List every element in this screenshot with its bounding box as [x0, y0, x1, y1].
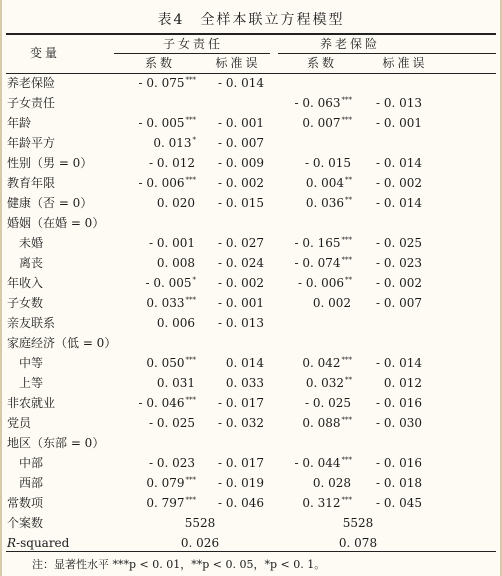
row-label: 子女数 [7, 296, 44, 310]
se-children [208, 316, 264, 330]
coef-pension [276, 376, 352, 390]
coef-pension [276, 396, 352, 410]
coef-children-stars: * [192, 136, 196, 144]
coef-children-value: 0. 031 [156, 376, 195, 390]
row-label: 年龄 [7, 116, 32, 130]
coef-pension-stars: ** [345, 176, 352, 184]
coef-children [116, 236, 196, 250]
se-children-value: 0. 014 [225, 356, 264, 370]
coef-children-stars: *** [185, 296, 196, 304]
coef-pension [276, 196, 352, 210]
coef-children-value: 0. 006 [156, 316, 195, 330]
header-variable: 变量 [30, 46, 61, 60]
coef-pension [276, 476, 352, 490]
summary-value-children: 5528 [184, 516, 216, 530]
coef-children-value: 0. 050 [146, 356, 185, 370]
header-se-2: 标准误 [382, 56, 428, 70]
se-pension [366, 416, 422, 430]
coef-children-value: 0. 008 [156, 256, 195, 270]
coef-pension [276, 296, 352, 310]
se-pension [366, 396, 422, 410]
se-pension [366, 256, 422, 270]
coef-pension-stars: *** [341, 416, 352, 424]
coef-children [116, 296, 196, 310]
se-pension-value: - 0. 045 [375, 496, 422, 510]
se-children [208, 376, 264, 390]
se-children-value: - 0. 017 [217, 456, 264, 470]
se-pension [366, 476, 422, 490]
se-pension [366, 116, 422, 130]
coef-children [116, 176, 196, 190]
se-children-value: - 0. 002 [217, 176, 264, 190]
coef-pension-value: - 0. 165 [294, 236, 341, 250]
coef-children [116, 276, 196, 290]
coef-children-value: - 0. 025 [148, 416, 195, 430]
se-children-value: - 0. 014 [217, 76, 264, 90]
coef-pension-stars: ** [345, 196, 352, 204]
se-pension [366, 496, 422, 510]
coef-pension [276, 416, 352, 430]
row-label: 年收入 [7, 276, 44, 290]
se-pension [366, 276, 422, 290]
coef-pension [276, 316, 352, 330]
se-children-value: 0. 033 [225, 376, 264, 390]
se-pension [366, 296, 422, 310]
coef-children [116, 336, 196, 350]
coef-pension-value: 0. 028 [312, 476, 351, 490]
se-pension [366, 376, 422, 390]
se-children [208, 156, 264, 170]
se-children-value: - 0. 015 [217, 196, 264, 210]
coef-children-value: - 0. 006 [138, 176, 185, 190]
summary-label-text: 个案数 [7, 516, 44, 530]
header-se-1: 标准误 [215, 56, 261, 70]
summary-label-italic: R [7, 536, 17, 550]
se-pension-value: - 0. 016 [375, 456, 422, 470]
coef-children [116, 476, 196, 490]
summary-value-children: 0. 026 [180, 536, 220, 550]
coef-children-value: - 0. 001 [148, 236, 195, 250]
coef-pension-value: 0. 088 [302, 416, 341, 430]
coef-pension [276, 156, 352, 170]
coef-pension-value: - 0. 044 [294, 456, 341, 470]
table-top-rule [6, 33, 496, 35]
coef-children-value: - 0. 046 [138, 396, 185, 410]
se-pension-value: - 0. 007 [375, 296, 422, 310]
coef-pension [276, 176, 352, 190]
coef-pension-stars: *** [341, 356, 352, 364]
coef-pension [276, 76, 352, 90]
coef-pension [276, 336, 352, 350]
se-pension [366, 236, 422, 250]
se-children-value: - 0. 001 [217, 116, 264, 130]
coef-pension-value: - 0. 074 [294, 256, 341, 270]
coef-pension [276, 436, 352, 450]
row-label: 中部 [19, 456, 44, 470]
coef-children-stars: *** [185, 476, 196, 484]
row-label: 亲友联系 [7, 316, 56, 330]
summary-label [7, 536, 69, 550]
row-label: 养老保险 [7, 76, 56, 90]
coef-pension-stars: *** [341, 96, 352, 104]
coef-children [116, 416, 196, 430]
se-children [208, 296, 264, 310]
coef-children [116, 116, 196, 130]
se-children [208, 276, 264, 290]
coef-children [116, 376, 196, 390]
coef-pension-value: - 0. 006 [297, 276, 344, 290]
coef-children-value: 0. 013 [153, 136, 192, 150]
se-pension [366, 356, 422, 370]
row-label: 教育年限 [7, 176, 56, 190]
coef-children [116, 196, 196, 210]
row-label: 年龄平方 [7, 136, 56, 150]
se-pension-value: - 0. 016 [375, 396, 422, 410]
se-children [208, 176, 264, 190]
se-children-value: - 0. 046 [217, 496, 264, 510]
se-children [208, 456, 264, 470]
coef-pension [276, 496, 352, 510]
row-label: 性别（男 = 0） [7, 156, 93, 170]
coef-pension [276, 256, 352, 270]
row-label: 家庭经济（低 = 0） [7, 336, 117, 350]
coef-children-stars: *** [185, 116, 196, 124]
se-pension-value: - 0. 014 [375, 156, 422, 170]
page-edge-left [0, 0, 2, 576]
header-group-pension: 养老保险 [319, 37, 380, 51]
coef-pension-value: 0. 004 [305, 176, 344, 190]
se-pension-value: - 0. 023 [375, 256, 422, 270]
coef-children [116, 496, 196, 510]
se-children-value: - 0. 009 [217, 156, 264, 170]
coef-pension [276, 356, 352, 370]
header-subrule-children [114, 53, 270, 54]
coef-pension [276, 236, 352, 250]
se-children [208, 476, 264, 490]
coef-children-value: 0. 033 [146, 296, 185, 310]
summary-value-pension: 5528 [342, 516, 374, 530]
se-children [208, 196, 264, 210]
row-label: 中等 [19, 356, 44, 370]
coef-children-stars: *** [185, 176, 196, 184]
coef-children [116, 316, 196, 330]
row-label: 上等 [19, 376, 44, 390]
coef-children [116, 356, 196, 370]
coef-children-value: - 0. 012 [148, 156, 195, 170]
se-pension-value: - 0. 013 [375, 96, 422, 110]
coef-children [116, 456, 196, 470]
se-pension [366, 176, 422, 190]
coef-children-stars: *** [185, 396, 196, 404]
se-pension [366, 96, 422, 110]
se-children [208, 496, 264, 510]
se-pension-value: - 0. 014 [375, 196, 422, 210]
coef-children [116, 436, 196, 450]
coef-children-stars: *** [185, 496, 196, 504]
se-children [208, 256, 264, 270]
summary-label-text: -squared [16, 536, 70, 550]
header-coef-1: 系数 [144, 56, 175, 70]
coef-children-value: - 0. 005 [138, 116, 185, 130]
se-children-value: - 0. 027 [217, 236, 264, 250]
coef-pension-stars: *** [341, 256, 352, 264]
se-pension [366, 156, 422, 170]
se-children-value: - 0. 007 [217, 136, 264, 150]
row-label: 地区（东部 = 0） [7, 436, 105, 450]
coef-children-stars: * [192, 276, 196, 284]
coef-children-stars: *** [185, 76, 196, 84]
coef-pension-stars: ** [345, 376, 352, 384]
coef-pension [276, 216, 352, 230]
se-pension-value: - 0. 030 [375, 416, 422, 430]
coef-pension [276, 276, 352, 290]
table-note: 注：显著性水平 ***p < 0. 01，**p < 0. 05，*p < 0. 1。 [32, 558, 326, 571]
se-children [208, 416, 264, 430]
coef-pension-value: - 0. 063 [294, 96, 341, 110]
table-title: 表4 全样本联立方程模型 [157, 12, 345, 28]
coef-children [116, 156, 196, 170]
row-label: 非农就业 [7, 396, 56, 410]
se-children-value: - 0. 002 [217, 276, 264, 290]
coef-pension-stars: ** [345, 276, 352, 284]
se-pension-value: - 0. 001 [375, 116, 422, 130]
summary-label [7, 516, 43, 530]
coef-pension-stars: *** [341, 236, 352, 244]
coef-pension-stars: *** [341, 456, 352, 464]
coef-children-value: 0. 797 [146, 496, 185, 510]
se-children-value: - 0. 019 [217, 476, 264, 490]
row-label: 常数项 [7, 496, 44, 510]
se-children [208, 236, 264, 250]
se-pension-value: - 0. 025 [375, 236, 422, 250]
coef-pension-value: 0. 312 [302, 496, 341, 510]
coef-pension-value: 0. 042 [302, 356, 341, 370]
coef-children-value: - 0. 075 [138, 76, 185, 90]
coef-children-value: 0. 079 [146, 476, 185, 490]
header-subrule-pension [278, 53, 496, 54]
coef-pension-stars: *** [341, 496, 352, 504]
coef-pension-value: 0. 007 [302, 116, 341, 130]
coef-pension-value: 0. 002 [312, 296, 351, 310]
coef-children-value: - 0. 005 [145, 276, 192, 290]
se-children [208, 396, 264, 410]
row-label: 子女责任 [7, 96, 56, 110]
coef-pension [276, 456, 352, 470]
coef-pension [276, 136, 352, 150]
coef-pension-value: 0. 032 [305, 376, 344, 390]
se-children [208, 356, 264, 370]
coef-pension-value: - 0. 025 [304, 396, 351, 410]
se-pension-value: - 0. 014 [375, 356, 422, 370]
se-children-value: - 0. 001 [217, 296, 264, 310]
coef-pension-value: 0. 036 [305, 196, 344, 210]
coef-children [116, 136, 196, 150]
se-pension [366, 196, 422, 210]
coef-pension-stars: *** [341, 116, 352, 124]
se-pension-value: - 0. 002 [375, 176, 422, 190]
se-children [208, 116, 264, 130]
row-label: 未婚 [19, 236, 44, 250]
table-bottom-rule [6, 551, 496, 552]
coef-children-value: 0. 020 [156, 196, 195, 210]
coef-pension-value: - 0. 015 [304, 156, 351, 170]
row-label: 婚姻（在婚 = 0） [7, 216, 105, 230]
se-pension-value: 0. 012 [383, 376, 422, 390]
row-label: 离丧 [19, 256, 44, 270]
coef-children [116, 216, 196, 230]
coef-pension [276, 116, 352, 130]
se-pension-value: - 0. 018 [375, 476, 422, 490]
coef-children-value: - 0. 023 [148, 456, 195, 470]
se-children-value: - 0. 017 [217, 396, 264, 410]
se-children [208, 76, 264, 90]
se-pension [366, 456, 422, 470]
coef-children [116, 256, 196, 270]
coef-pension [276, 96, 352, 110]
summary-value-pension: 0. 078 [338, 536, 378, 550]
coef-children [116, 96, 196, 110]
row-label: 西部 [19, 476, 44, 490]
row-label: 党员 [7, 416, 32, 430]
coef-children-stars: *** [185, 356, 196, 364]
se-children-value: - 0. 032 [217, 416, 264, 430]
header-group-children: 子女责任 [162, 37, 223, 51]
row-label: 健康（否 = 0） [7, 196, 93, 210]
coef-children [116, 76, 196, 90]
se-children-value: - 0. 013 [217, 316, 264, 330]
header-coef-2: 系数 [306, 56, 337, 70]
se-pension-value: - 0. 002 [375, 276, 422, 290]
header-bottom-rule [6, 73, 496, 74]
coef-children [116, 396, 196, 410]
se-children [208, 136, 264, 150]
se-children-value: - 0. 024 [217, 256, 264, 270]
